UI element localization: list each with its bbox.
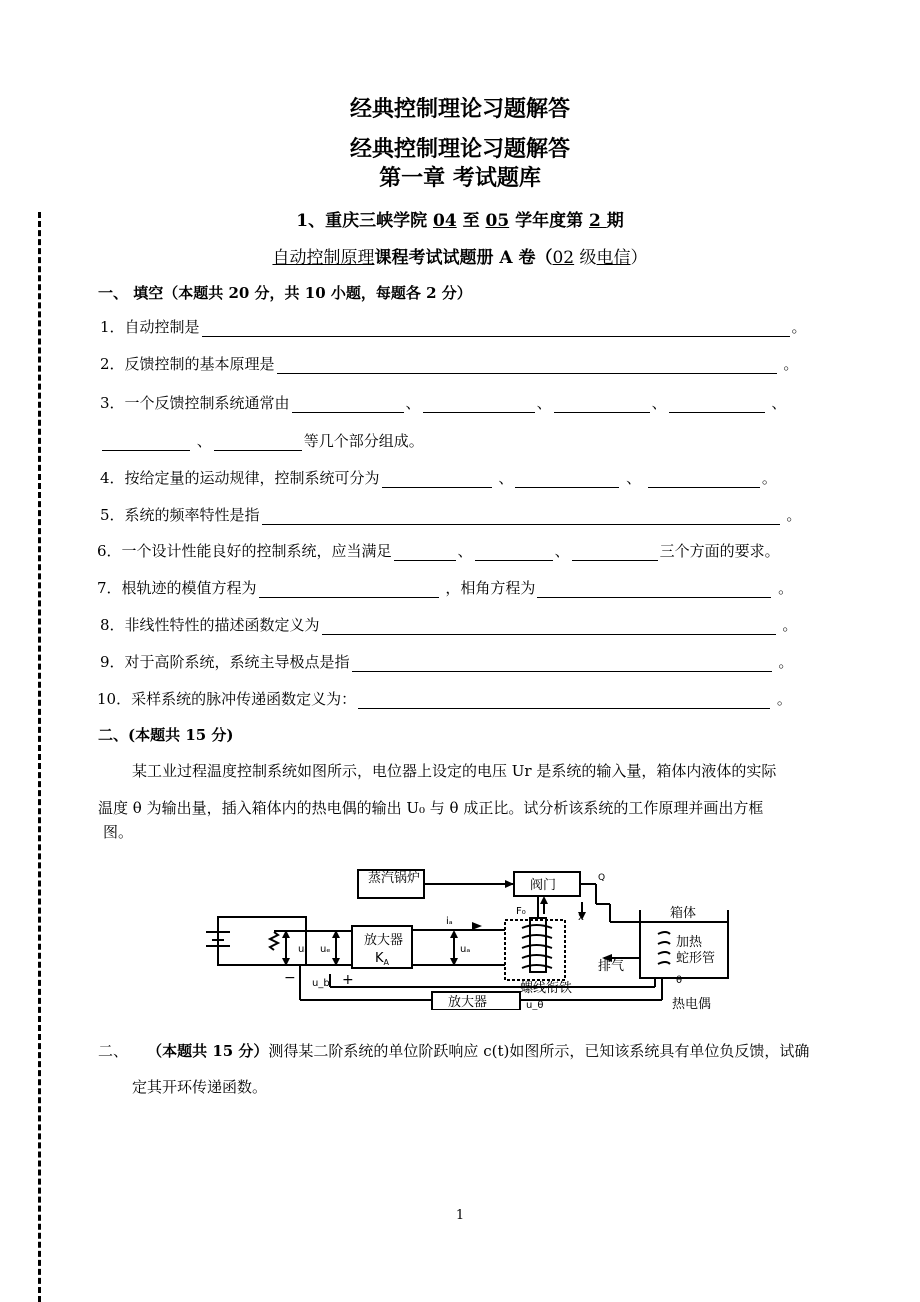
q4-blank-3[interactable] <box>648 472 760 488</box>
school-text: 1、重庆三峡学院 <box>296 211 433 231</box>
amp2-label: 放大器 <box>448 995 488 1010</box>
q6-tail: 三个方面的要求。 <box>659 542 780 560</box>
exam-course-line <box>0 243 920 268</box>
ub-label: u_b <box>312 978 330 989</box>
sep: 、 <box>536 394 552 412</box>
s3-prefix: 二、 <box>98 1042 129 1060</box>
question-1 <box>100 316 807 337</box>
q6-blank-3[interactable] <box>572 545 658 561</box>
q3-text: 3．一个反馈控制系统通常由 <box>100 394 290 412</box>
exhaust-label: 排气 <box>598 959 625 974</box>
exam-school-line <box>0 206 920 231</box>
q7-mid: ，相角方程为 <box>445 579 536 597</box>
section-2-para-3: 图。 <box>103 823 134 841</box>
q3-tail: 等几个部分组成。 <box>303 432 424 450</box>
q5-blank[interactable] <box>262 509 780 525</box>
source-loop <box>218 917 306 965</box>
end-mark: 。 <box>782 616 798 634</box>
sep: 、 <box>196 432 212 450</box>
q3-blank-6[interactable] <box>214 435 302 451</box>
f0-label: F₀ <box>516 906 526 917</box>
section-3-line-1 <box>98 1040 809 1061</box>
heat-coil-label-1: 加热 <box>676 935 703 950</box>
temperature-control-diagram <box>200 862 742 1010</box>
s3-heading: （本题共 15 分） <box>147 1042 269 1060</box>
sep: 、 <box>554 542 570 560</box>
course-text: 课程考试试题册 A 卷（ <box>374 248 553 268</box>
q1-blank[interactable] <box>202 321 790 337</box>
s3-text-1: 测得某二阶系统的单位阶跃响应 c(t)如图所示，已知该系统具有单位负反馈，试确 <box>268 1042 810 1060</box>
q8-text: 8．非线性特性的描述函数定义为 <box>100 616 320 634</box>
q10-blank[interactable] <box>358 693 770 709</box>
page-title-1: 经典控制理论习题解答 <box>349 96 570 122</box>
q8-blank[interactable] <box>322 619 776 635</box>
box-label: 箱体 <box>670 906 697 921</box>
sep: 、 <box>651 394 667 412</box>
q9-blank[interactable] <box>352 656 772 672</box>
end-mark: 。 <box>786 506 802 524</box>
thermocouple-label: 热电偶 <box>672 997 712 1010</box>
q3-blank-1[interactable] <box>292 397 404 413</box>
sep: 、 <box>626 469 642 487</box>
q9-text: 9．对于高阶系统，系统主导极点是指 <box>100 653 350 671</box>
amplifier-label: 放大器 <box>364 933 404 948</box>
minus-label: − <box>284 970 296 986</box>
q10-text: 10．采样系统的脉冲传递函数定义为： <box>97 690 357 708</box>
q4-blank-1[interactable] <box>382 472 492 488</box>
question-10 <box>97 688 792 709</box>
end-mark: 。 <box>778 579 794 597</box>
year-mid: 至 <box>456 211 486 231</box>
question-3-cont <box>100 430 424 451</box>
question-9 <box>100 651 793 672</box>
year-suffix: 学年度第 <box>509 211 590 231</box>
chapter-title: 第一章 考试题库 <box>379 165 541 191</box>
q4-text: 4．按给定量的运动规律，控制系统可分为 <box>100 469 380 487</box>
ua-label: uₐ <box>460 944 471 955</box>
q1-text: 1．自动控制是 <box>100 318 200 336</box>
course-name: 自动控制原理 <box>272 248 375 268</box>
year-end: 05 <box>485 211 510 231</box>
q3-blank-4[interactable] <box>669 397 765 413</box>
theta-label: θ <box>676 975 683 986</box>
q3-blank-2[interactable] <box>423 397 535 413</box>
section-3-line-2: 定其开环传递函数。 <box>132 1078 268 1096</box>
question-8 <box>100 614 797 635</box>
binding-line <box>38 212 41 1302</box>
q7-blank-1[interactable] <box>259 582 439 598</box>
sep: 、 <box>457 542 473 560</box>
grade: 02 <box>552 248 575 268</box>
q3-blank-5[interactable] <box>102 435 190 451</box>
close-paren: ） <box>630 248 648 268</box>
x-label: x <box>578 912 584 923</box>
section-2-para-1: 某工业过程温度控制系统如图所示，电位器上设定的电压 Ur 是系统的输入量，箱体内液体的实际 <box>132 762 777 780</box>
question-3 <box>100 392 786 413</box>
section-2-heading: 二、(本题共 15 分) <box>98 726 234 744</box>
uf-label: u_θ <box>526 1000 544 1010</box>
end-mark: 。 <box>783 355 799 373</box>
diagram-svg <box>200 862 742 1010</box>
q6-blank-1[interactable] <box>394 545 456 561</box>
q5-text: 5．系统的频率特性是指 <box>100 506 260 524</box>
q4-blank-2[interactable] <box>515 472 619 488</box>
grade-mid: 级 <box>574 248 597 268</box>
end-mark: 。 <box>761 469 777 487</box>
ur-label: uᵣ <box>298 944 307 955</box>
section-2-para-2: 温度 θ 为输出量，插入箱体内的热电偶的输出 U₀ 与 θ 成正比。试分析该系统的工作原理并画出方框 <box>98 799 764 817</box>
year-start: 04 <box>432 211 457 231</box>
page-title-2: 经典控制理论习题解答 <box>349 136 570 162</box>
question-6 <box>97 540 780 561</box>
page-number: 1 <box>455 1208 465 1223</box>
end-mark: 。 <box>776 690 792 708</box>
q2-text: 2．反馈控制的基本原理是 <box>100 355 275 373</box>
q3-blank-3[interactable] <box>554 397 650 413</box>
end-mark: 。 <box>778 653 794 671</box>
term: 2 <box>589 211 607 231</box>
q6-blank-2[interactable] <box>475 545 553 561</box>
boiler-label-1: 蒸汽锅炉 <box>368 871 421 886</box>
ue-label: uₑ <box>320 944 331 955</box>
section-1-heading: 一、 填空（本题共 20 分，共 10 小题，每题各 2 分） <box>98 284 472 302</box>
ka-label: $K_A$ <box>375 951 390 967</box>
question-7 <box>97 577 793 598</box>
q2-blank[interactable] <box>277 358 777 374</box>
q7-text: 7．根轨迹的模值方程为 <box>97 579 257 597</box>
sep: 、 <box>498 469 514 487</box>
q6-text: 6．一个设计性能良好的控制系统，应当满足 <box>97 542 392 560</box>
major: 电信 <box>596 248 631 268</box>
question-2 <box>100 353 798 374</box>
heat-coil-label-2: 蛇形管 <box>676 951 716 966</box>
sep: 、 <box>405 394 421 412</box>
q7-blank-2[interactable] <box>537 582 771 598</box>
term-suffix: 期 <box>606 211 624 231</box>
q-label: Q <box>598 873 606 883</box>
end-mark: 。 <box>791 318 807 336</box>
sep: 、 <box>771 394 787 412</box>
ia-label: iₐ <box>446 916 453 927</box>
valve-label: 阀门 <box>530 878 557 893</box>
question-4 <box>100 467 777 488</box>
question-5 <box>100 504 801 525</box>
plus-label: + <box>342 972 354 988</box>
solenoid-label: 螺线衔铁 <box>520 981 573 996</box>
